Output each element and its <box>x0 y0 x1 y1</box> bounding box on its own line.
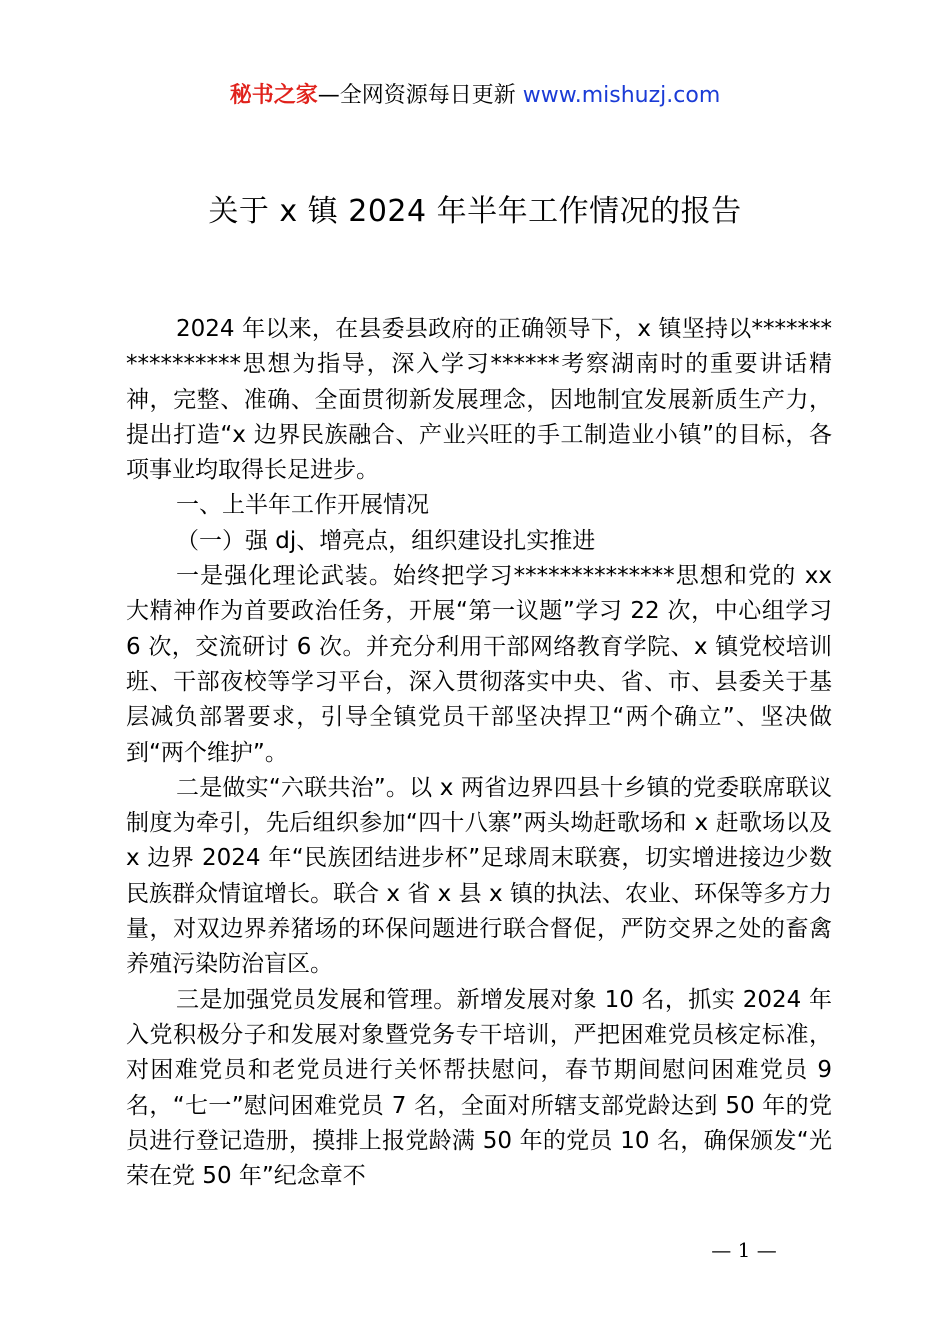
brand-name: 秘书之家 <box>229 83 318 108</box>
site-url-link[interactable]: www.mishuzj.com <box>522 83 721 108</box>
page-number: — 1 — <box>711 1238 777 1262</box>
body-paragraph-party-members: 三是加强党员发展和管理。新增发展对象 10 名，抓实 2024 年入党积极分子和发展对象暨党务专干培训，严把困难党员核定标准，对困难党员和老党员进行关怀帮扶慰问，春节期间慰问困难党员 9 名，“七一”慰问困难党员 7 名，全面对所辖支部党龄达到 50 年的党员进行登记造册，摸排上报党龄满 50 年的党员 10 名，确保颁发“光荣在党 50 年”纪念章不 <box>126 986 832 1190</box>
body-paragraph-joint-governance: 二是做实“六联共治”。以 x 两省边界四县十乡镇的党委联席联议制度为牵引，先后组织参加“四十八寨”两头坳赶歌场和 x 赶歌场以及 x 边界 2024 年“民族团结进步杯”足球周末联赛，切实增进接边少数民族群众情谊增长。联合 x 省 x 县 x 镇的执法、农业、环保等多方力量，对双边界养猪场的环保问题进行联合督促，严防交界之处的畜禽养殖污染防治盲区。 <box>126 774 832 978</box>
document-title: 关于 x 镇 2024 年半年工作情况的报告 <box>208 194 742 229</box>
site-banner <box>0 80 950 112</box>
section-heading: 一、上半年工作开展情况 <box>176 492 429 519</box>
subsection-heading: （一）强 dj、增亮点，组织建设扎实推进 <box>176 527 596 554</box>
document-body <box>126 312 832 1194</box>
banner-tagline: —全网资源每日更新 <box>317 83 516 108</box>
body-paragraph-theory: 一是强化理论武装。始终把学习**************思想和党的 xx 大精神作为首要政治任务，开展“第一议题”学习 22 次，中心组学习 6 次，交流研讨 6 次。并充分利用干部网络教育学院、x 镇党校培训班、干部夜校等学习平台，深入贯彻落实中央、省、市、县委关于基层减负部署要求，引导全镇党员干部坚决捍卫“两个确立”、坚决做到“两个维护”。 <box>126 563 832 766</box>
intro-paragraph: 2024 年以来，在县委县政府的正确领导下，x 镇坚持以*****************思想为指导，深入学习******考察湖南时的重要讲话精神，完整、准确、全面贯彻新发展理念，因地制宜发展新质生产力，提出打造“x 边界民族融合、产业兴旺的手工制造业小镇”的目标，各项事业均取得长足进步。 <box>126 316 832 484</box>
